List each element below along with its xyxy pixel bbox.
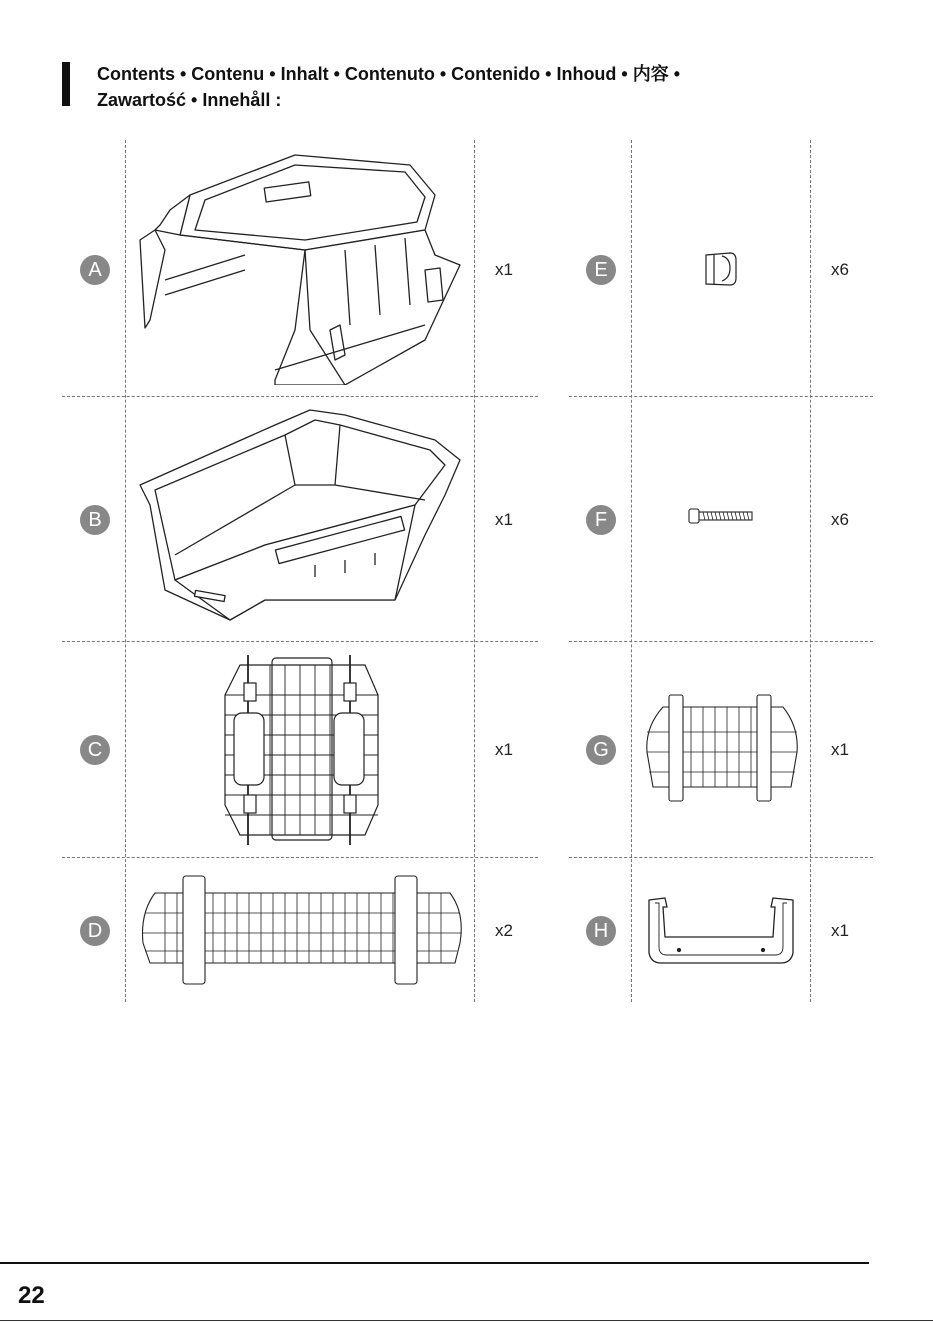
grid-divider <box>569 396 873 397</box>
part-letter-badge: G <box>586 735 616 765</box>
grid-divider <box>474 140 475 1002</box>
part-quantity: x1 <box>831 921 849 940</box>
part-quantity: x1 <box>495 510 513 529</box>
door-grid-icon <box>643 692 801 804</box>
heading-line-2: Zawartość • Innehåll : <box>97 90 282 110</box>
part-quantity: x6 <box>831 260 849 279</box>
bolt-icon <box>688 507 754 525</box>
part-letter-badge: B <box>80 505 110 535</box>
part-quantity: x1 <box>495 740 513 759</box>
grid-divider <box>62 857 538 858</box>
heading-line-1: Contents • Contenu • Inhalt • Contenuto • Contenido • Inhoud • 内容 • <box>97 64 681 84</box>
grid-divider <box>62 396 538 397</box>
part-letter-badge: H <box>586 916 616 946</box>
grid-divider <box>62 641 538 642</box>
footer-rule <box>0 1262 869 1264</box>
part-letter-badge: E <box>586 255 616 285</box>
grid-divider <box>125 140 126 1002</box>
page-number: 22 <box>18 1282 45 1309</box>
header-accent-bar <box>62 62 70 106</box>
nut-clip-icon <box>700 250 740 288</box>
carrier-bottom-base-icon <box>135 405 470 635</box>
grid-divider <box>569 857 873 858</box>
grid-divider <box>631 140 632 1002</box>
carrier-top-shell-icon <box>135 150 470 385</box>
part-quantity: x1 <box>831 740 849 759</box>
side-grid-panel-icon <box>135 873 470 988</box>
grid-divider <box>569 641 873 642</box>
contents-heading <box>97 61 680 113</box>
carry-handle-icon <box>645 895 797 967</box>
part-quantity: x6 <box>831 510 849 529</box>
page-bottom-rule <box>0 1320 933 1321</box>
grid-divider <box>810 140 811 1002</box>
part-letter-badge: F <box>586 505 616 535</box>
top-grid-panel-icon <box>220 655 385 845</box>
part-letter-badge: A <box>80 255 110 285</box>
part-letter-badge: C <box>80 735 110 765</box>
part-letter-badge: D <box>80 916 110 946</box>
part-quantity: x1 <box>495 260 513 279</box>
part-quantity: x2 <box>495 921 513 940</box>
